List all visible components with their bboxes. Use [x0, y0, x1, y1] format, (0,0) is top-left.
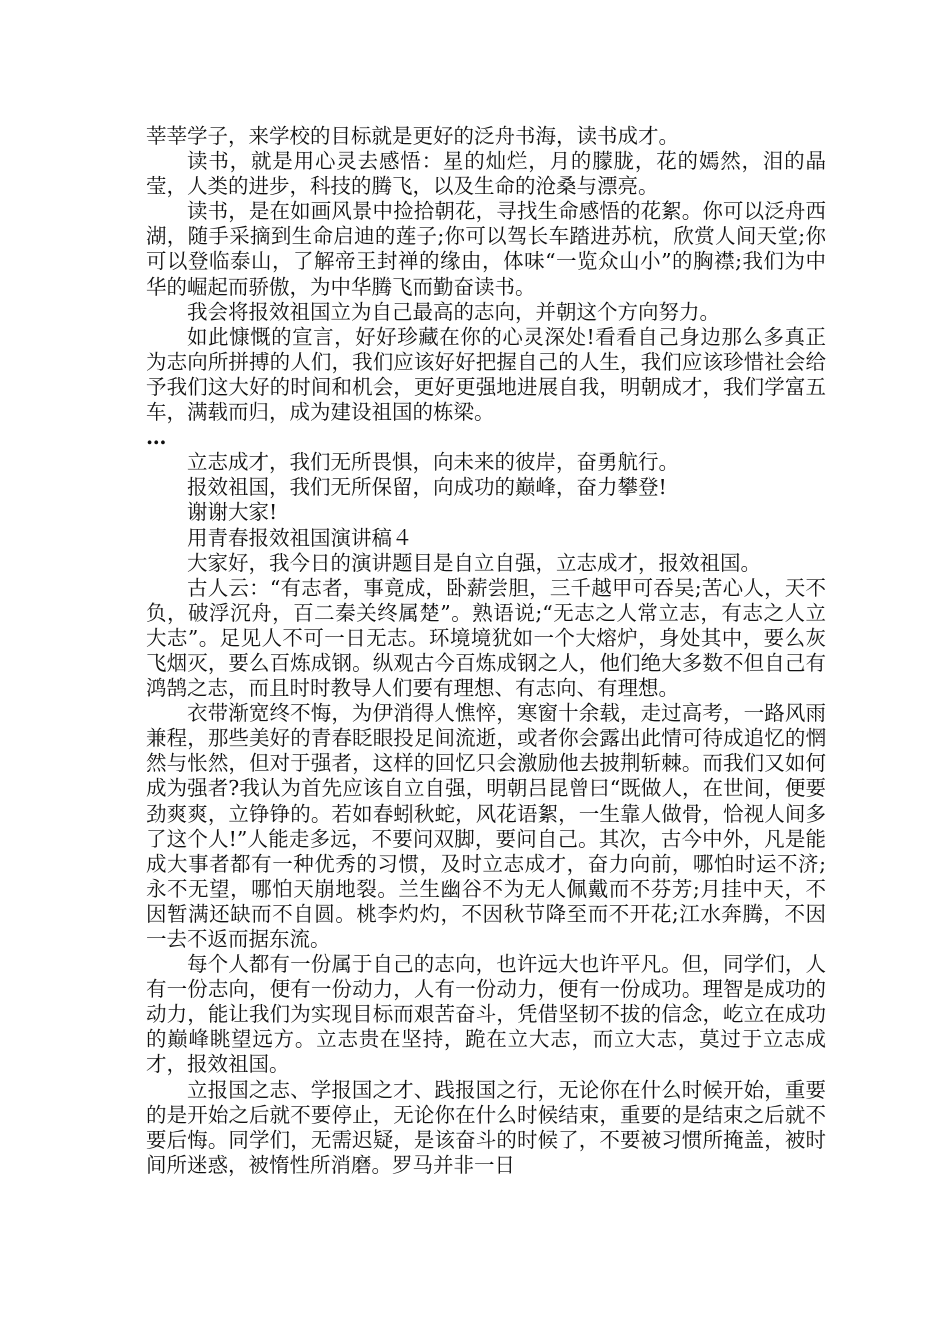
document-body [146, 124, 826, 1178]
paragraph-9: 大家好，我今日的演讲题目是自立自强，立志成才，报效祖国。 [187, 550, 761, 575]
paragraph-12: 每个人都有一份属于自己的志向，也许远大也许平凡。但，同学们，人有一份志向，便有一份动力，人有一份动力，便有一份成功。理智是成功的动力，能让我们为实现目标而艰苦奋斗，凭借坚韧不拔的信念，屹立在成功的巅峰眺望远方。立志贵在坚持，跪在立大志，而立大志，莫过于立志成才，报效祖国。 [146, 952, 826, 1077]
section-title: 用青春报效祖国演讲稿４ [187, 525, 413, 550]
paragraph-3: 读书，是在如画风景中捡拾朝花，寻找生命感悟的花絮。你可以泛舟西湖，随手采摘到生命启迪的莲子;你可以驾长车踏进苏杭，欣赏人间天堂;你可以登临泰山，了解帝王封禅的缘由，体味“一览众山小”的胸襟;我们为中华的崛起而骄傲，为中华腾飞而勤奋读书。 [146, 199, 826, 299]
ellipsis-line: … [146, 425, 168, 450]
paragraph-10: 古人云：“有志者，事竟成，卧薪尝胆，三千越甲可吞吴;苦心人，天不负，破浮沉舟，百二秦关终属楚”。熟语说;“无志之人常立志，有志之人立大志”。足见人不可一日无志。环境境犹如一个大熔炉，身处其中，要么灰飞烟灭，要么百炼成钢。纵观古今百炼成钢之人，他们绝大多数不但自己有鸿鹄之志，而且时时教导人们要有理想、有志向、有理想。 [146, 575, 826, 701]
paragraph-8: 谢谢大家! [187, 500, 278, 525]
paragraph-2: 读书，就是用心灵去感悟：星的灿烂，月的朦胧，花的嫣然，泪的晶莹，人类的进步，科技的腾飞，以及生命的沧桑与漂亮。 [146, 149, 826, 199]
paragraph-13: 立报国之志、学报国之才、践报国之行，无论你在什么时候开始，重要的是开始之后就不要停止，无论你在什么时候结束，重要的是结束之后就不要后悔。同学们，无需迟疑，是该奋斗的时候了，不要被习惯所掩盖，被时间所迷惑，被惰性所消磨。罗马并非一日 [146, 1077, 826, 1177]
paragraph-5: 如此慷慨的宣言，好好珍藏在你的心灵深处!看看自己身边那么多真正为志向所拼搏的人们，我们应该好好把握自己的人生，我们应该珍惜社会给予我们这大好的时间和机会，更好更强地进展自我，明朝成才，我们学富五车，满载而归，成为建设祖国的栋梁。 [146, 324, 826, 425]
paragraph-4: 我会将报效祖国立为自己最高的志向，并朝这个方向努力。 [187, 299, 720, 324]
paragraph-7: 报效祖国，我们无所保留，向成功的巅峰，奋力攀登! [187, 475, 667, 500]
paragraph-6: 立志成才，我们无所畏惧，向未来的彼岸，奋勇航行。 [187, 450, 679, 475]
paragraph-1: 莘莘学子，来学校的目标就是更好的泛舟书海，读书成才。 [146, 124, 679, 148]
paragraph-11: 衣带渐宽终不悔，为伊消得人憔悴，寒窗十余载，走过高考，一路风雨兼程，那些美好的青春眨眼投足间流逝，或者你会露出此情可待成追忆的惘然与怅然，但对于强者，这样的回忆只会激励他去披荆斩棘。而我们又如何成为强者?我认为首先应该自立自强，明朝吕昆曾曰“既做人，在世间，便要劲爽爽，立铮铮的。若如春蚓秋蛇，风花语絮，一生靠人做骨，恰视人间多了这个人!”人能走多远，不要问双脚，要问自己。其次，古今中外，凡是能成大事者都有一种优秀的习惯，及时立志成才，奋力向前，哪怕时运不济;永不无望，哪怕天崩地裂。兰生幽谷不为无人佩戴而不芬芳;月挂中天，不因暂满还缺而不自圆。桃李灼灼，不因秋节降至而不开花;江水奔腾，不因一去不返而据东流。 [146, 701, 826, 951]
